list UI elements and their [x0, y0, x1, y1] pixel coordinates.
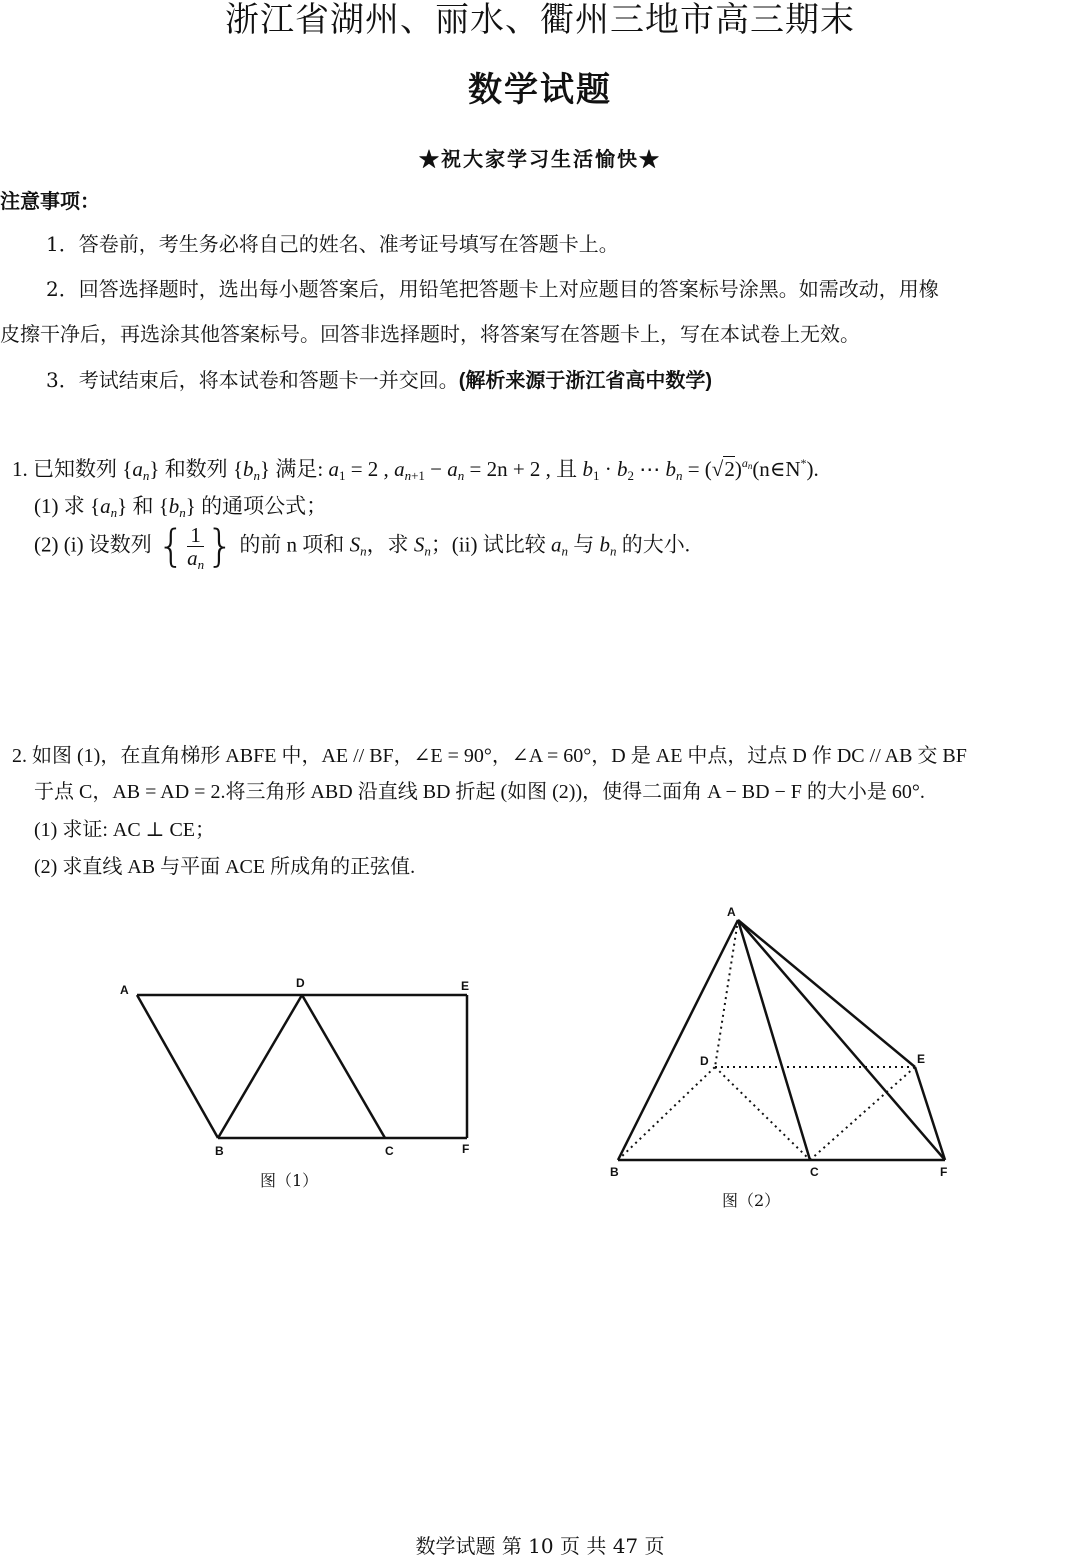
greeting: ★祝大家学习生活愉快★ — [419, 147, 661, 171]
q1-part1: (1) 求 $\{a_n\}$ 和 $\{b_n\}$ 的通项公式； — [34, 494, 328, 520]
q1-tail: (n∈N — [752, 457, 801, 481]
fig2-label-e: E — [917, 1052, 926, 1066]
fig1-label-b: B — [215, 1144, 224, 1158]
edge-bd-hidden — [618, 1067, 715, 1160]
q1-a1: = 2 , — [350, 457, 389, 481]
q1-statement: 1. 已知数列 $\{a_n\}$ 和数列 $\{b_n\}$ 满足: $a_1 = 2$ , $a_{n+1} - a_n = 2n + 2$ , 且 $b_1 \cdot b_2$ ⋯ $b_n$ = $(√2)^{a_n}(n\in N^*)$. — [12, 456, 819, 483]
notice-item-2b: 皮擦干净后，再选涂其他答案标号。回答非选择题时，将答案写在答题卡上，写在本试卷上无效。 — [0, 322, 860, 346]
fig1-label-d: D — [296, 976, 305, 990]
fig1-label-e: E — [461, 979, 470, 993]
q2-line-2: 于点 C，AB = AD = 2.将三角形 ABD 沿直线 BD 折起 (如图 (2))，使得二面角 A − BD − F 的大小是 60°. — [34, 781, 925, 803]
notice-item-1: 1．答卷前，考生务必将自己的姓名、准考证号填写在答题卡上。 — [46, 232, 619, 256]
q1-p2c: ，求 — [366, 532, 409, 557]
notice-item-3 — [46, 367, 712, 394]
fig2-label-d: D — [700, 1054, 709, 1068]
q1-p2e: 与 — [573, 532, 595, 557]
q2-line-1: 2. 如图 (1)，在直角梯形 ABFE 中，AE // BF，∠E = 90°，∠A = 60°，D 是 AE 中点，过点 D 作 DC // AB 交 BF — [12, 745, 967, 767]
edge-af — [738, 920, 945, 1160]
source-note: (解析来源于浙江省高中数学) — [458, 370, 713, 392]
fig1-label-a: A — [120, 983, 129, 997]
notice-item-3-text: 3．考试结束后，将本试卷和答题卡一并交回。 — [46, 368, 459, 392]
page-subtitle: 数学试题 — [468, 70, 612, 110]
q1-satisfy: 满足: — [275, 457, 324, 481]
edge-ac — [738, 920, 810, 1160]
figure-1 — [110, 970, 490, 1200]
q1-p1a: (1) 求 — [34, 494, 85, 518]
q1-p1c: 的通项公式； — [201, 494, 328, 518]
fig1-label-f: F — [462, 1142, 470, 1156]
edge-ab — [137, 995, 218, 1138]
fig2-label-a: A — [727, 905, 736, 919]
fig1-caption: 图（1） — [260, 1171, 319, 1190]
page-title: 浙江省湖州、丽水、衢州三地市高三期末 — [225, 0, 855, 40]
q1-end: ). — [806, 457, 819, 481]
fig2-label-b: B — [610, 1165, 619, 1179]
q1-p2d: ；(ii) 试比较 — [430, 532, 546, 557]
notice-heading: 注意事项： — [0, 189, 100, 213]
edge-ef — [915, 1067, 945, 1160]
edge-ae — [738, 920, 915, 1067]
q1-sqrt: 2 — [724, 457, 735, 481]
q1-p2a: (2) (i) 设数列 — [34, 532, 152, 557]
notice-item-2a: 2．回答选择题时，选出每小题答案后，用铅笔把答题卡上对应题目的答案标号涂黑。如需改动，用橡 — [46, 277, 939, 301]
page-footer: 数学试题 第 10 页 共 47 页 — [415, 1534, 665, 1558]
q1-and: 和数列 — [164, 457, 228, 481]
q1-p2f: 的大小. — [621, 532, 690, 557]
fraction: $\frac{1}{a_n}$ — [187, 523, 205, 572]
fig2-label-c: C — [810, 1165, 819, 1179]
q1-part2: (2) (i) 设数列 { $\frac{1}{a_n}$ } 的前 n 项和 $S_n$，求 $S_n$；(ii) 试比较 $a_n$ 与 $b_n$ 的大小. — [34, 520, 690, 572]
fig1-label-c: C — [385, 1144, 394, 1158]
q2-part-2: (2) 求直线 AB 与平面 ACE 所成角的正弦值. — [34, 856, 416, 878]
q1-p2b: 的前 n 项和 — [239, 532, 345, 557]
q1-recurrence: = 2n + 2 , 且 — [469, 457, 578, 481]
q1-p1b: 和 — [132, 494, 154, 518]
fig2-caption: 图（2） — [722, 1191, 781, 1210]
q2-part-1: (1) 求证: AC ⊥ CE； — [34, 819, 216, 841]
edge-dc — [302, 995, 385, 1138]
q1-product: = ( — [687, 457, 712, 481]
edge-bd — [218, 995, 302, 1138]
fig2-label-f: F — [940, 1165, 948, 1179]
edge-ce-hidden — [810, 1067, 915, 1160]
q1-prefix: 1. 已知数列 — [12, 457, 117, 481]
figure-2 — [600, 900, 960, 1220]
